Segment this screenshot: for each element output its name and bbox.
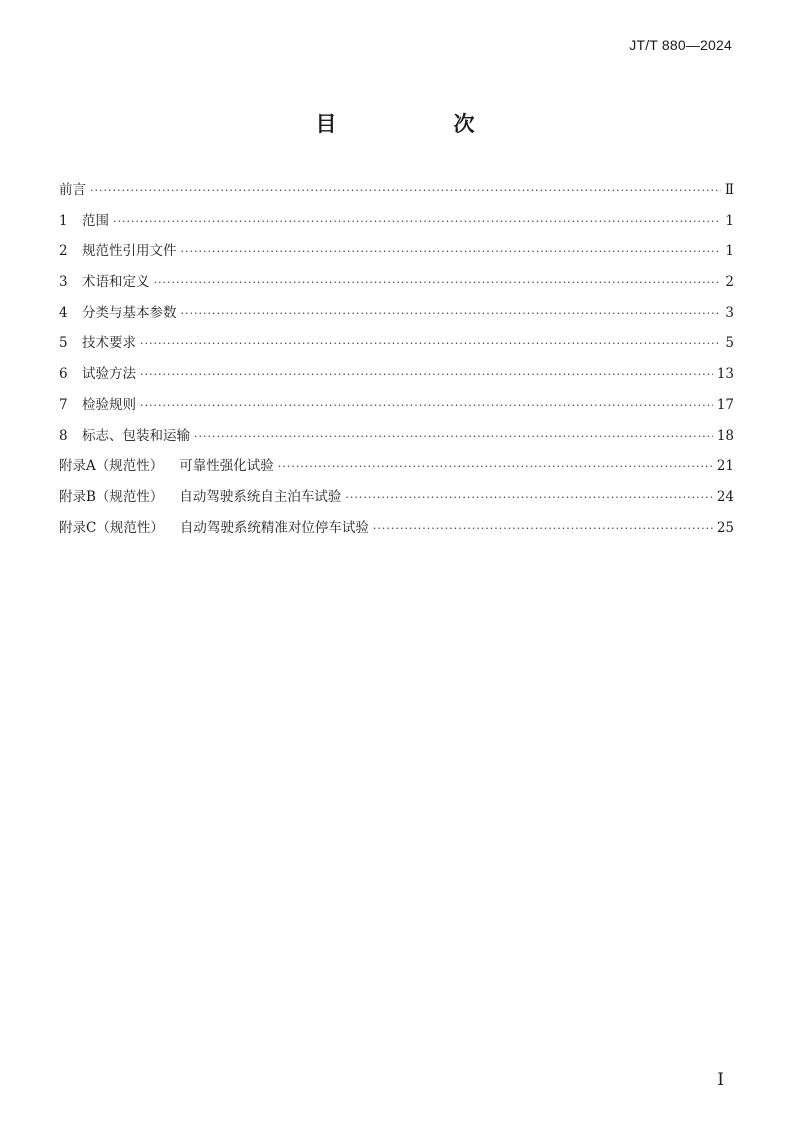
toc-entry-3[interactable] [59,270,734,301]
toc-page: 1 [725,212,734,229]
appendix-label: 附录B（规范性） [59,488,164,505]
toc-page: 5 [725,335,734,352]
toc-entry-appendix-c[interactable] [59,516,734,547]
toc-page: 21 [716,458,734,475]
toc-leader [140,337,721,350]
toc-number: 1 [59,212,68,229]
toc-entry-appendix-b[interactable] [59,485,734,516]
toc-entry-6[interactable] [59,362,734,393]
toc-page: 2 [725,274,734,291]
toc-entry-8[interactable] [59,424,734,455]
toc-number: 2 [59,243,68,260]
toc-number: 7 [59,396,68,413]
appendix-label: 附录A（规范性） [59,458,164,475]
table-of-contents [59,178,734,546]
toc-label: 检验规则 [82,396,136,413]
appendix-label: 附录C（规范性） [59,519,164,536]
toc-label: 分类与基本参数 [82,304,177,321]
toc-page: Ⅱ [724,182,734,198]
toc-page: 13 [716,366,734,383]
toc-leader [181,307,722,320]
toc-entry-5[interactable] [59,331,734,362]
toc-number: 3 [59,274,68,291]
toc-entry-4[interactable] [59,301,734,332]
toc-label: 标志、包装和运输 [82,427,190,444]
toc-entry-2[interactable] [59,239,734,270]
toc-label: 范围 [82,212,109,229]
toc-label: 试验方法 [82,366,136,383]
toc-label: 前言 [59,182,86,198]
toc-leader [113,215,721,228]
toc-label [59,516,369,536]
page-number: Ⅰ [717,1070,724,1090]
toc-number: 5 [59,335,68,352]
toc-page: 24 [716,488,734,505]
toc-entry-appendix-a[interactable] [59,454,734,485]
appendix-title: 自动驾驶系统精准对位停车试验 [179,519,369,536]
toc-leader [140,368,713,381]
toc-number: 6 [59,366,68,383]
toc-leader [278,460,713,473]
toc-page: 1 [725,243,734,260]
appendix-title: 自动驾驶系统自主泊车试验 [179,488,342,505]
toc-label: 技术要求 [82,335,136,352]
toc-label: 规范性引用文件 [82,243,177,260]
toc-leader [373,522,713,535]
toc-number: 4 [59,304,68,321]
toc-label: 术语和定义 [82,274,150,291]
toc-label [59,485,341,505]
toc-page: 18 [716,427,734,444]
toc-leader [140,399,713,412]
toc-label [59,454,274,474]
toc-leader [154,276,722,289]
page-title: 目 次 [315,112,523,136]
toc-entry-foreword[interactable] [59,178,734,209]
toc-entry-1[interactable] [59,209,734,240]
toc-page: 3 [725,304,734,321]
toc-page: 25 [716,519,734,536]
toc-page: 17 [716,396,734,413]
toc-leader [345,491,712,504]
toc-leader [181,245,722,258]
toc-leader [90,184,721,197]
toc-leader [194,430,713,443]
appendix-title: 可靠性强化试验 [179,458,274,475]
toc-entry-7[interactable] [59,393,734,424]
standard-code: JT/T 880—2024 [629,37,732,53]
toc-number: 8 [59,427,68,444]
